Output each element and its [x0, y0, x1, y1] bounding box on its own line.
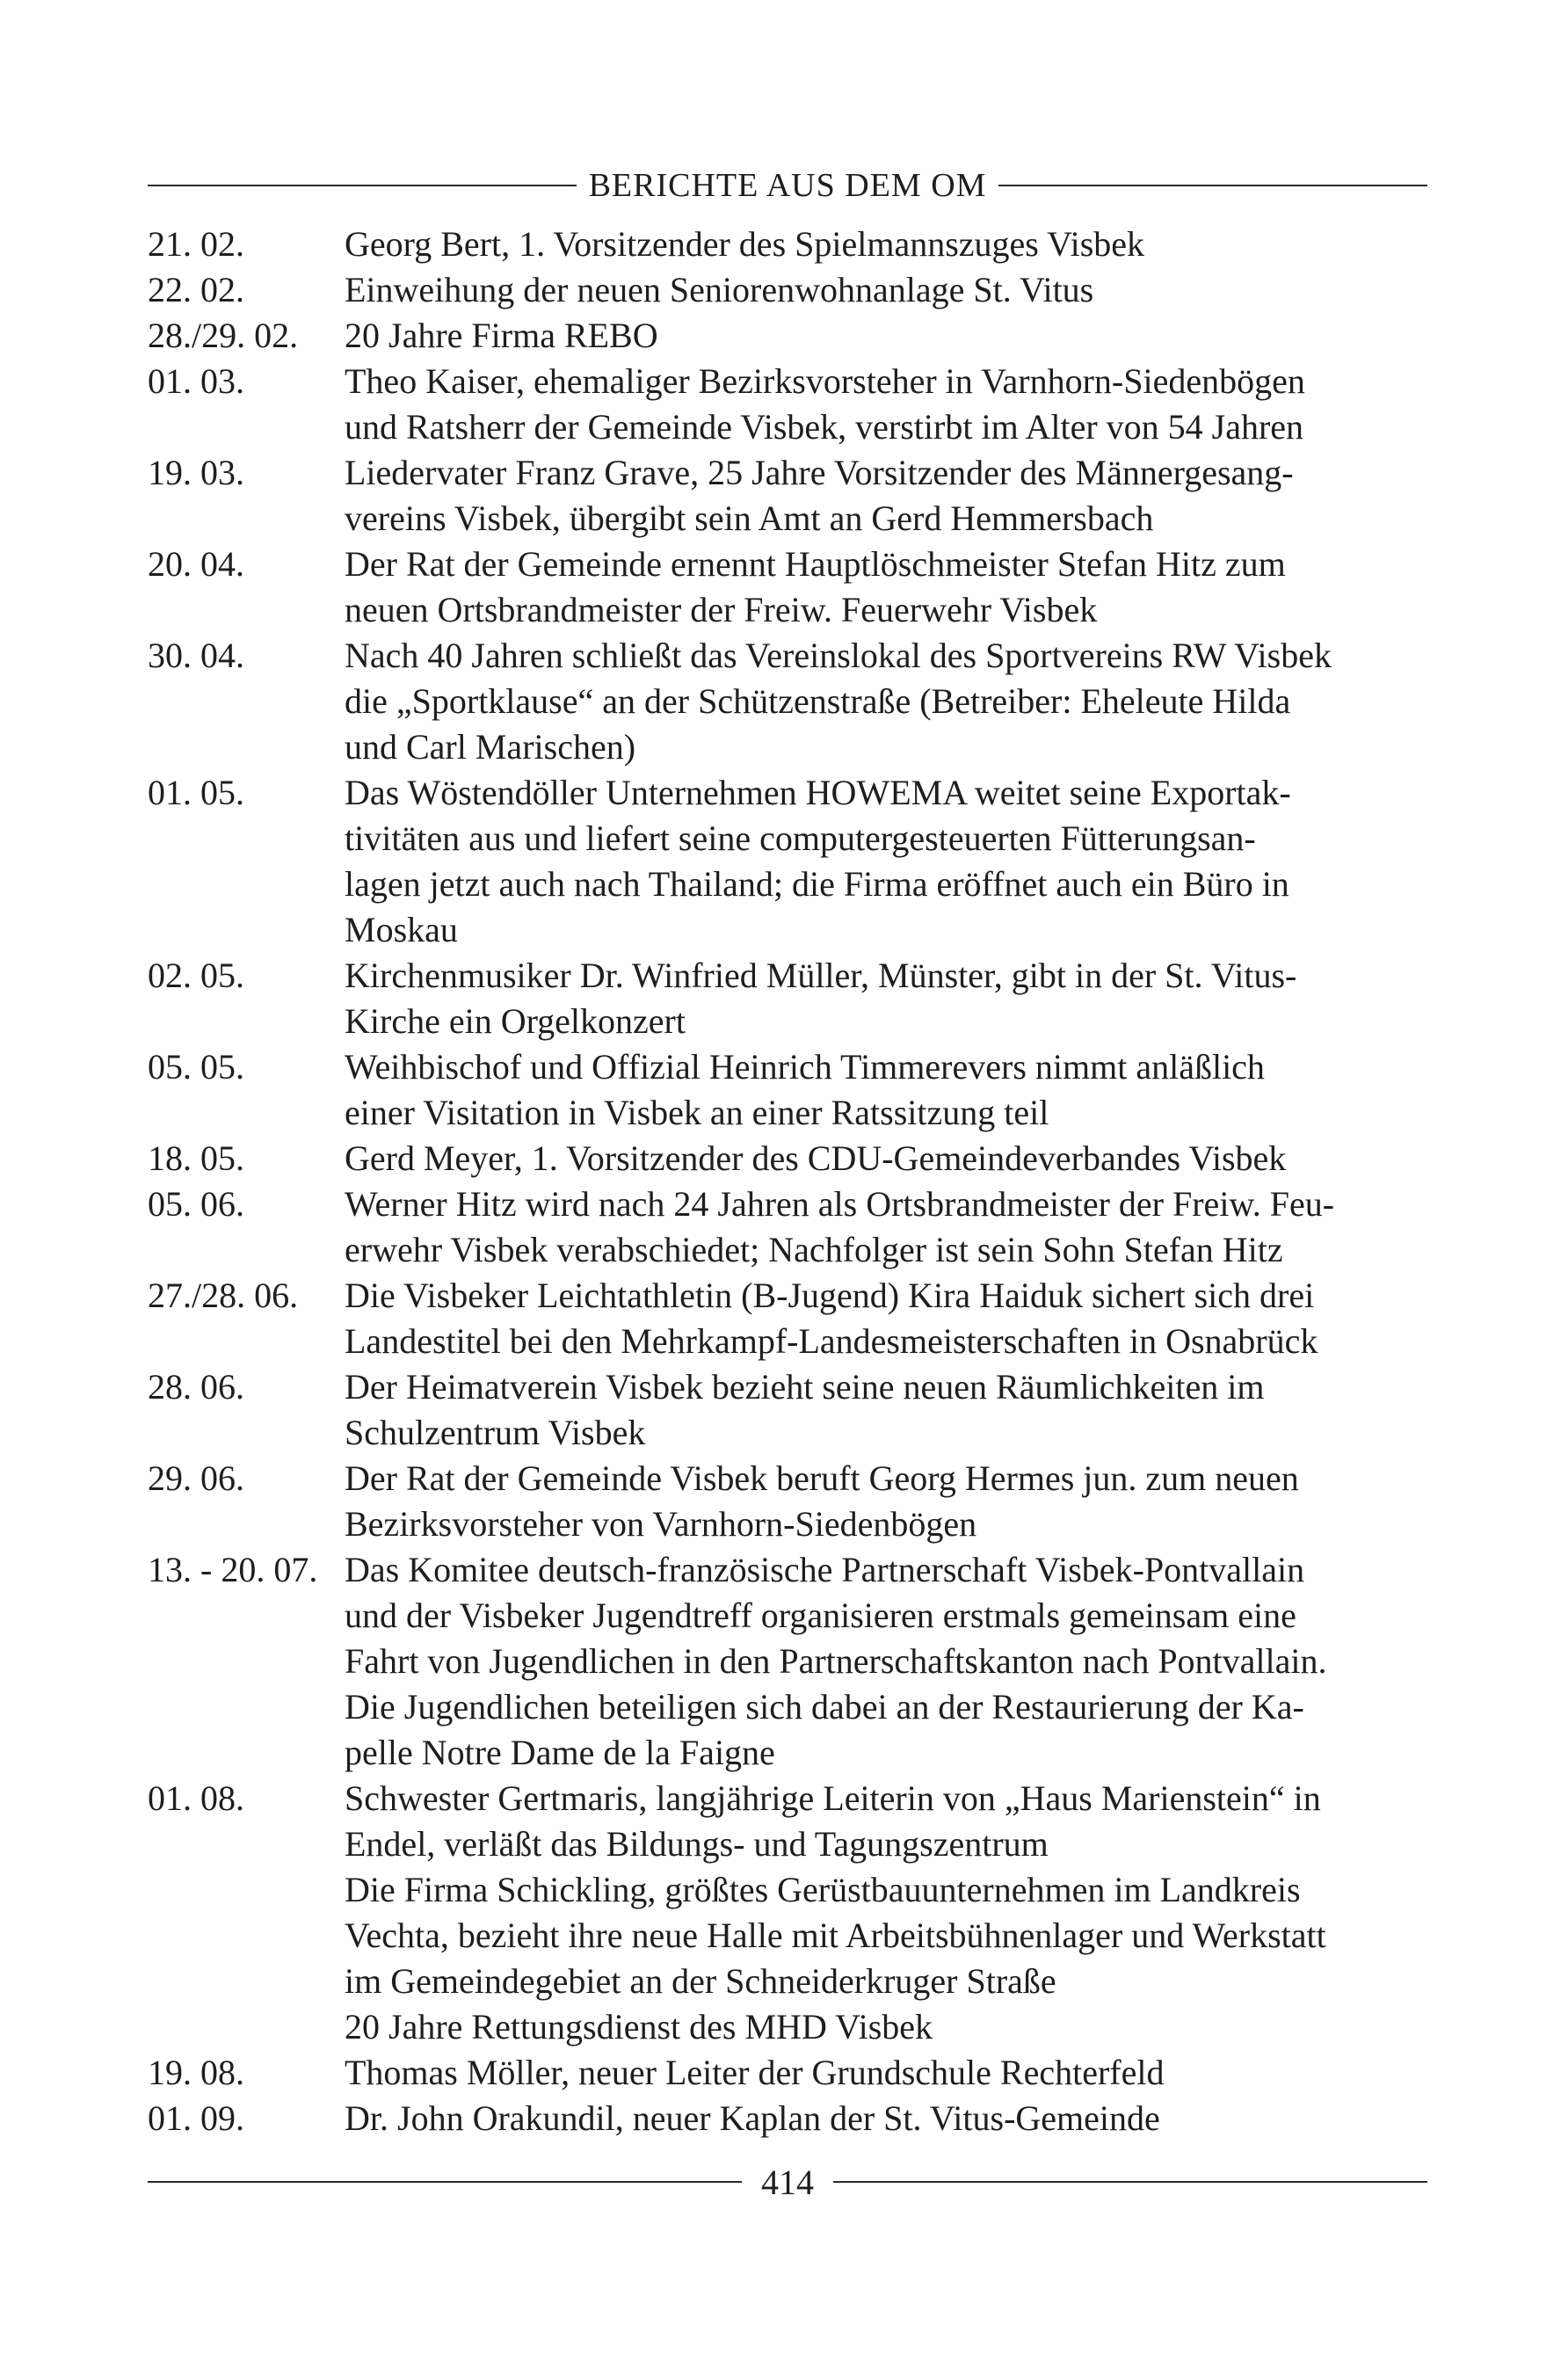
- entry-text: [345, 1044, 1427, 1136]
- entry-text-line: und Carl Marischen): [345, 727, 636, 767]
- entry-text-line: 20 Jahre Firma REBO: [345, 316, 658, 355]
- entry-text: [345, 359, 1427, 450]
- entry-text-line: Theo Kaiser, ehemaliger Bezirksvorsteher in Varnhorn-Siedenbögen: [345, 361, 1305, 401]
- entry-text: [345, 2050, 1427, 2096]
- entry-text-line: vereins Visbek, übergibt sein Amt an Gerd Hemmersbach: [345, 498, 1154, 538]
- header-rule-left: [148, 185, 577, 186]
- entry-text-line: Weihbischof und Offizial Heinrich Timmerevers nimmt anläßlich: [345, 1047, 1265, 1087]
- chronicle-entry: [148, 1044, 1427, 1136]
- chronicle-entry: [148, 2050, 1427, 2096]
- entry-text-line: und der Visbeker Jugendtreff organisieren erstmals gemeinsam eine: [345, 1596, 1296, 1635]
- chronicle-entry: [148, 633, 1427, 770]
- entry-text-line: im Gemeindegebiet an der Schneiderkruger Straße: [345, 1961, 1056, 2001]
- entry-date: 19. 08.: [148, 2053, 244, 2092]
- entry-date: 30. 04.: [148, 636, 244, 675]
- entry-text: [345, 953, 1427, 1044]
- entry-date: 05. 05.: [148, 1047, 244, 1087]
- entry-text-line: Dr. John Orakundil, neuer Kaplan der St. Vitus-Gemeinde: [345, 2098, 1160, 2138]
- entry-date: 28./29. 02.: [148, 316, 299, 355]
- entry-text-line: lagen jetzt auch nach Thailand; die Firma eröffnet auch ein Büro in: [345, 864, 1289, 904]
- entry-text: [345, 542, 1427, 633]
- chronicle-entry: [148, 770, 1427, 953]
- entry-date: 18. 05.: [148, 1138, 244, 1178]
- entry-text-line: 20 Jahre Rettungsdienst des MHD Visbek: [345, 2007, 933, 2046]
- entry-text: [345, 1456, 1427, 1547]
- entry-date: 28. 06.: [148, 1367, 244, 1407]
- chronicle-entry: [148, 542, 1427, 633]
- entry-text-line: die „Sportklause“ an der Schützenstraße (Betreiber: Eheleute Hilda: [345, 681, 1291, 721]
- chronicle-entry: [148, 2096, 1427, 2141]
- entry-text: [345, 267, 1427, 313]
- entry-text-line: Georg Bert, 1. Vorsitzender des Spielmannszuges Visbek: [345, 224, 1145, 264]
- entry-text: [345, 633, 1427, 770]
- entry-date: 13. - 20. 07.: [148, 1550, 318, 1589]
- chronicle-entry: [148, 359, 1427, 450]
- chronicle-entry: [148, 1776, 1427, 2050]
- entry-text-line: Kirchenmusiker Dr. Winfried Müller, Münster, gibt in der St. Vitus-: [345, 956, 1297, 995]
- entry-text-line: Bezirksvorsteher von Varnhorn-Siedenbögen: [345, 1504, 977, 1544]
- entry-text: [345, 2096, 1427, 2141]
- header-title: BERICHTE AUS DEM OM: [588, 167, 987, 204]
- entry-date: 22. 02.: [148, 270, 244, 309]
- entry-text: [345, 1776, 1427, 2050]
- footer-rule-right: [833, 2181, 1427, 2183]
- header-rule-right: [998, 185, 1427, 186]
- entry-text-line: Das Komitee deutsch-französische Partnerschaft Visbek-Pontvallain: [345, 1550, 1305, 1589]
- entry-text-line: Kirche ein Orgelkonzert: [345, 1001, 686, 1041]
- chronicle-entry: [148, 222, 1427, 267]
- entry-text-line: Thomas Möller, neuer Leiter der Grundschule Rechterfeld: [345, 2053, 1165, 2092]
- entry-text: [345, 222, 1427, 267]
- entry-text: [345, 1364, 1427, 1456]
- entry-text-line: Landestitel bei den Mehrkampf-Landesmeisterschaften in Osnabrück: [345, 1321, 1318, 1361]
- entry-text-line: Schwester Gertmaris, langjährige Leiterin von „Haus Marienstein“ in: [345, 1778, 1321, 1818]
- entry-text-line: Einweihung der neuen Seniorenwohnanlage St. Vitus: [345, 270, 1094, 309]
- running-header: [148, 156, 1427, 214]
- entry-date: 20. 04.: [148, 544, 244, 584]
- chronicle-entry: [148, 1547, 1427, 1776]
- page-footer: [148, 2156, 1427, 2208]
- entry-text-line: Nach 40 Jahren schließt das Vereinslokal des Sportvereins RW Visbek: [345, 636, 1332, 675]
- entry-text-line: erwehr Visbek verabschiedet; Nachfolger ist sein Sohn Stefan Hitz: [345, 1230, 1283, 1269]
- entry-text-line: Werner Hitz wird nach 24 Jahren als Ortsbrandmeister der Freiw. Feu-: [345, 1184, 1335, 1224]
- entry-text: [345, 1181, 1427, 1273]
- entry-text-line: einer Visitation in Visbek an einer Ratssitzung teil: [345, 1093, 1049, 1132]
- entry-text-line: Der Rat der Gemeinde Visbek beruft Georg Hermes jun. zum neuen: [345, 1458, 1299, 1498]
- entry-text-line: Fahrt von Jugendlichen in den Partnerschaftskanton nach Pontvallain.: [345, 1641, 1327, 1681]
- entry-date: 02. 05.: [148, 956, 244, 995]
- chronicle-entry: [148, 1181, 1427, 1273]
- entry-text-line: Der Rat der Gemeinde ernennt Hauptlöschmeister Stefan Hitz zum: [345, 544, 1286, 584]
- entry-date: 21. 02.: [148, 224, 244, 264]
- entry-text-line: Schulzentrum Visbek: [345, 1413, 646, 1452]
- chronicle-entry: [148, 1136, 1427, 1181]
- entry-date: 01. 05.: [148, 773, 244, 812]
- entry-date: 19. 03.: [148, 453, 244, 492]
- entry-text-line: Moskau: [345, 910, 458, 949]
- entry-text-line: pelle Notre Dame de la Faigne: [345, 1733, 775, 1772]
- chronicle-entry: [148, 953, 1427, 1044]
- entry-date: 05. 06.: [148, 1184, 244, 1224]
- entry-date: 29. 06.: [148, 1458, 244, 1498]
- entry-text-line: Vechta, bezieht ihre neue Halle mit Arbeitsbühnenlager und Werkstatt: [345, 1916, 1326, 1955]
- chronicle-entry: [148, 1456, 1427, 1547]
- footer-rule-left: [148, 2181, 742, 2183]
- entry-text: [345, 1136, 1427, 1181]
- entry-text-line: Gerd Meyer, 1. Vorsitzender des CDU-Gemeindeverbandes Visbek: [345, 1138, 1287, 1178]
- entry-text-line: Die Firma Schickling, größtes Gerüstbauunternehmen im Landkreis: [345, 1870, 1301, 1909]
- chronicle-list: [148, 222, 1427, 2141]
- entry-text-line: Die Visbeker Leichtathletin (B-Jugend) Kira Haiduk sichert sich drei: [345, 1276, 1315, 1315]
- entry-text: [345, 450, 1427, 542]
- entry-text: [345, 1547, 1427, 1776]
- entry-text: [345, 1273, 1427, 1364]
- chronicle-entry: [148, 313, 1427, 359]
- entry-text-line: neuen Ortsbrandmeister der Freiw. Feuerwehr Visbek: [345, 590, 1098, 629]
- entry-date: 01. 09.: [148, 2098, 244, 2138]
- entry-text-line: Liedervater Franz Grave, 25 Jahre Vorsitzender des Männergesang-: [345, 453, 1294, 492]
- entry-text-line: Der Heimatverein Visbek bezieht seine neuen Räumlichkeiten im: [345, 1367, 1265, 1407]
- entry-date: 01. 08.: [148, 1778, 244, 1818]
- chronicle-entry: [148, 1273, 1427, 1364]
- chronicle-entry: [148, 267, 1427, 313]
- chronicle-entry: [148, 450, 1427, 542]
- entry-text-line: Das Wöstendöller Unternehmen HOWEMA weitet seine Exportak-: [345, 773, 1291, 812]
- entry-text-line: Die Jugendlichen beteiligen sich dabei an der Restaurierung der Ka-: [345, 1687, 1304, 1727]
- entry-text-line: Endel, verläßt das Bildungs- und Tagungszentrum: [345, 1824, 1049, 1864]
- entry-date: 01. 03.: [148, 361, 244, 401]
- entry-text-line: tivitäten aus und liefert seine computergesteuerten Fütterungsan-: [345, 818, 1256, 858]
- entry-text-line: und Ratsherr der Gemeinde Visbek, verstirbt im Alter von 54 Jahren: [345, 407, 1304, 447]
- entry-date: 27./28. 06.: [148, 1276, 299, 1315]
- chronicle-entry: [148, 1364, 1427, 1456]
- entry-text: [345, 770, 1427, 953]
- entry-text: [345, 313, 1427, 359]
- page-number: 414: [761, 2162, 814, 2202]
